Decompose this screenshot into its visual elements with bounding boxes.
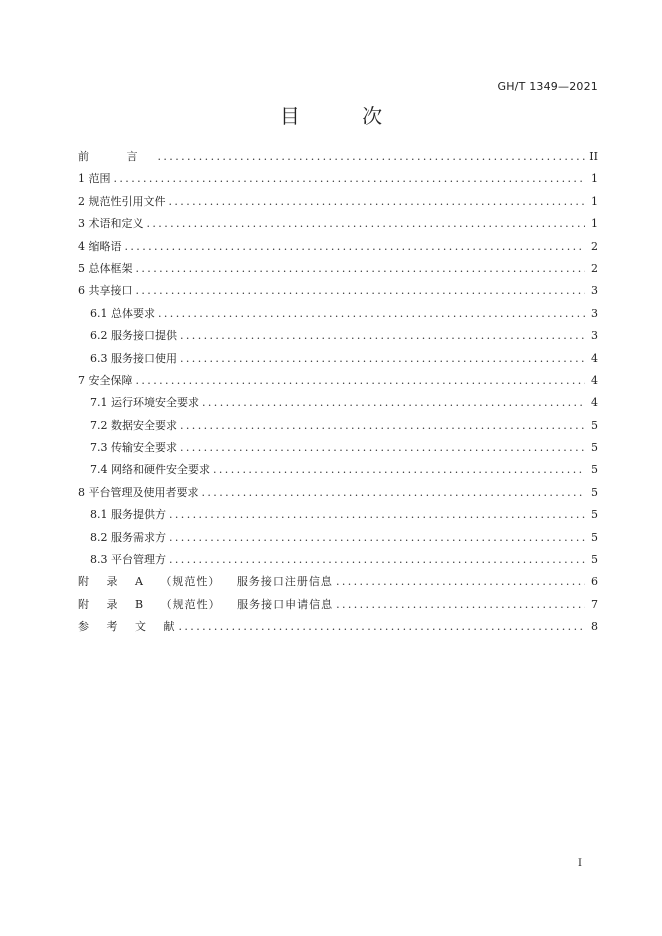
toc-leader-dots [169, 195, 586, 208]
toc-entry-label: 8.3 平台管理方 [90, 553, 166, 567]
toc-entry[interactable] [78, 461, 598, 483]
toc-leader-dots [158, 150, 586, 163]
toc-entry-page: 8 [591, 620, 598, 634]
toc-leader-dots [147, 217, 586, 230]
toc-entry-page: 3 [591, 306, 598, 320]
toc-entry[interactable] [78, 506, 598, 528]
toc-entry[interactable] [78, 282, 598, 304]
toc-entry-page: 4 [591, 351, 598, 365]
toc-leader-dots [180, 419, 585, 432]
toc-entry-label: 附 录 A （规范性） 服务接口注册信息 [78, 575, 333, 589]
toc-entry-label: 6.1 总体要求 [90, 306, 155, 320]
toc-leader-dots [336, 575, 585, 588]
toc-leader-dots [202, 486, 586, 499]
toc-leader-dots [114, 172, 586, 185]
toc-entry-page: 5 [591, 485, 598, 499]
toc-entry-page: 3 [591, 284, 598, 298]
toc-entry[interactable] [78, 350, 598, 372]
table-of-contents [78, 148, 598, 641]
toc-entry[interactable] [78, 596, 598, 618]
toc-entry[interactable] [78, 573, 598, 595]
toc-entry[interactable] [78, 618, 598, 640]
toc-entry-label: 6.3 服务接口使用 [90, 351, 177, 365]
toc-entry[interactable] [78, 148, 598, 170]
toc-entry[interactable] [78, 327, 598, 349]
toc-entry[interactable] [78, 305, 598, 327]
toc-leader-dots [180, 441, 585, 454]
toc-entry-page: 5 [591, 463, 598, 477]
toc-entry-label: 3 术语和定义 [78, 217, 144, 231]
document-code: GH/T 1349—2021 [497, 80, 598, 93]
toc-entry-label: 8.2 服务需求方 [90, 530, 166, 544]
toc-entry-label: 7.3 传输安全要求 [90, 441, 177, 455]
toc-entry-page: 2 [591, 239, 598, 253]
toc-entry-page: II [589, 150, 598, 163]
toc-entry-page: 5 [591, 418, 598, 432]
toc-entry-label: 7 安全保障 [78, 373, 133, 387]
toc-entry-label: 1 范围 [78, 172, 111, 186]
toc-leader-dots [169, 531, 585, 544]
toc-leader-dots [158, 307, 585, 320]
toc-leader-dots [136, 374, 586, 387]
toc-leader-dots [136, 284, 586, 297]
toc-entry-label: 前 言 [78, 150, 155, 163]
toc-entry-label: 2 规范性引用文件 [78, 194, 166, 208]
toc-entry[interactable] [78, 529, 598, 551]
toc-entry-label: 7.1 运行环境安全要求 [90, 396, 199, 410]
toc-entry-label: 7.4 网络和硬件安全要求 [90, 463, 210, 477]
toc-leader-dots [336, 598, 585, 611]
toc-entry[interactable] [78, 551, 598, 573]
toc-leader-dots [169, 553, 585, 566]
toc-entry-label: 8.1 服务提供方 [90, 508, 166, 522]
toc-entry-page: 5 [591, 508, 598, 522]
toc-leader-dots [213, 463, 585, 476]
toc-leader-dots [179, 620, 586, 633]
toc-entry-label: 4 缩略语 [78, 239, 122, 253]
toc-entry[interactable] [78, 417, 598, 439]
toc-entry-page: 2 [591, 261, 598, 275]
toc-entry[interactable] [78, 215, 598, 237]
toc-entry-page: 7 [591, 597, 598, 611]
toc-leader-dots [169, 508, 585, 521]
toc-entry-page: 1 [591, 194, 598, 208]
toc-entry[interactable] [78, 484, 598, 506]
toc-entry[interactable] [78, 170, 598, 192]
toc-entry-page: 1 [591, 217, 598, 231]
toc-entry-label: 5 总体框架 [78, 261, 133, 275]
toc-entry[interactable] [78, 394, 598, 416]
toc-entry-page: 1 [591, 172, 598, 186]
toc-entry[interactable] [78, 439, 598, 461]
toc-leader-dots [180, 329, 585, 342]
toc-entry-page: 3 [591, 329, 598, 343]
toc-entry-page: 6 [591, 575, 598, 589]
toc-entry-page: 4 [591, 396, 598, 410]
toc-title: 目 次 [279, 104, 411, 128]
toc-entry-label: 参 考 文 献 [78, 620, 176, 634]
toc-leader-dots [125, 240, 586, 253]
toc-entry[interactable] [78, 372, 598, 394]
toc-entry-page: 5 [591, 441, 598, 455]
toc-entry-page: 5 [591, 553, 598, 567]
toc-entry[interactable] [78, 193, 598, 215]
toc-entry-label: 附 录 B （规范性） 服务接口申请信息 [78, 597, 334, 611]
toc-entry[interactable] [78, 260, 598, 282]
toc-entry-page: 5 [591, 530, 598, 544]
toc-entry-label: 6.2 服务接口提供 [90, 329, 177, 343]
toc-entry[interactable] [78, 238, 598, 260]
page-number: I [578, 858, 582, 869]
toc-leader-dots [202, 396, 585, 409]
toc-leader-dots [136, 262, 586, 275]
toc-entry-page: 4 [591, 373, 598, 387]
toc-entry-label: 6 共享接口 [78, 284, 133, 298]
toc-entry-label: 8 平台管理及使用者要求 [78, 485, 199, 499]
toc-entry-label: 7.2 数据安全要求 [90, 418, 177, 432]
toc-leader-dots [180, 352, 585, 365]
